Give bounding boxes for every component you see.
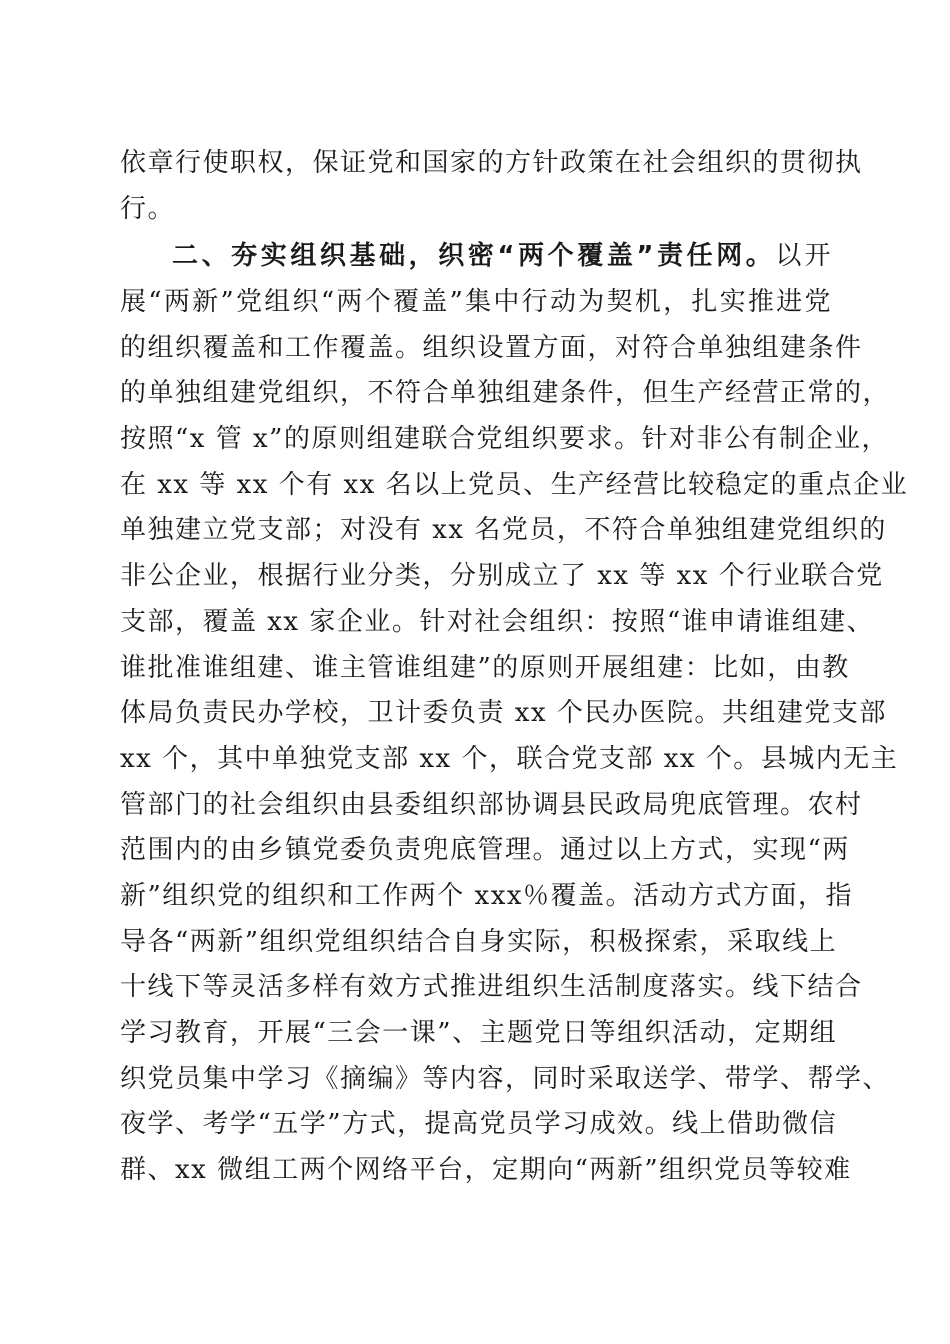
paragraph-2-line: 群、xx 微组工两个网络平台，定期向“两新”组织党员等较难 [120,1155,852,1185]
paragraph-2-line: 在 xx 等 xx 个有 xx 名以上党员、生产经营比较稳定的重点企业 [120,470,909,500]
paragraph-2-line: 十线下等灵活多样有效方式推进组织生活制度落实。线下结合 [120,972,863,1002]
paragraph-2-line: 的组织覆盖和工作覆盖。组织设置方面，对符合单独组建条件 [120,333,863,363]
paragraph-2-line: 学习教育，开展“三会一课”、主题党日等组织活动，定期组 [120,1018,838,1048]
paragraph-2-line: 展“两新”党组织“两个覆盖”集中行动为契机，扎实推进党 [120,287,832,317]
paragraph-2-line: 体局负责民办学校，卫计委负责 xx 个民办医院。共组建党支部 [120,698,887,728]
paragraph-2-line: 管部门的社会组织由县委组织部协调县民政局兜底管理。农村 [120,790,863,820]
paragraph-2-line: 织党员集中学习《摘编》等内容，同时采取送学、带学、帮学、 [120,1064,891,1094]
paragraph-2-line: 支部，覆盖 xx 家企业。针对社会组织：按照“谁申请谁组建、 [120,607,875,637]
paragraph-2-line: 谁批准谁组建、谁主管谁组建”的原则开展组建：比如，由教 [120,653,850,683]
section-heading: 二、夯实组织基础，织密“两个覆盖”责任网。 [172,241,776,271]
paragraph-2-line: 非公企业，根据行业分类，分别成立了 xx 等 xx 个行业联合党 [120,561,884,591]
paragraph-2-line: 新”组织党的组织和工作两个 xxx％覆盖。活动方式方面，指 [120,881,854,911]
paragraph-2-line: 按照“x 管 x”的原则组建联合党组织要求。针对非公有制企业， [120,424,889,454]
paragraph-1-line-1: 依章行使职权，保证党和国家的方针政策在社会组织的贯彻执 [120,148,863,178]
paragraph-2-line: 范围内的由乡镇党委负责兜底管理。通过以上方式，实现“两 [120,835,850,865]
paragraph-2-line-1-rest: 以开 [775,241,832,271]
paragraph-2-line: xx 个，其中单独党支部 xx 个，联合党支部 xx 个。县城内无主 [120,744,899,774]
paragraph-2-line: 的单独组建党组织，不符合单独组建条件，但生产经营正常的， [120,378,891,408]
paragraph-2-line: 导各“两新”组织党组织结合自身实际，积极探索，采取线上 [120,927,838,957]
paragraph-1-line-2: 行。 [120,194,176,224]
paragraph-2-line: 单独建立党支部；对没有 xx 名党员，不符合单独组建党组织的 [120,515,887,545]
paragraph-2-line: 夜学、考学“五学”方式，提高党员学习成效。线上借助微信 [120,1109,838,1139]
paragraph-2-line-1 [172,236,832,276]
